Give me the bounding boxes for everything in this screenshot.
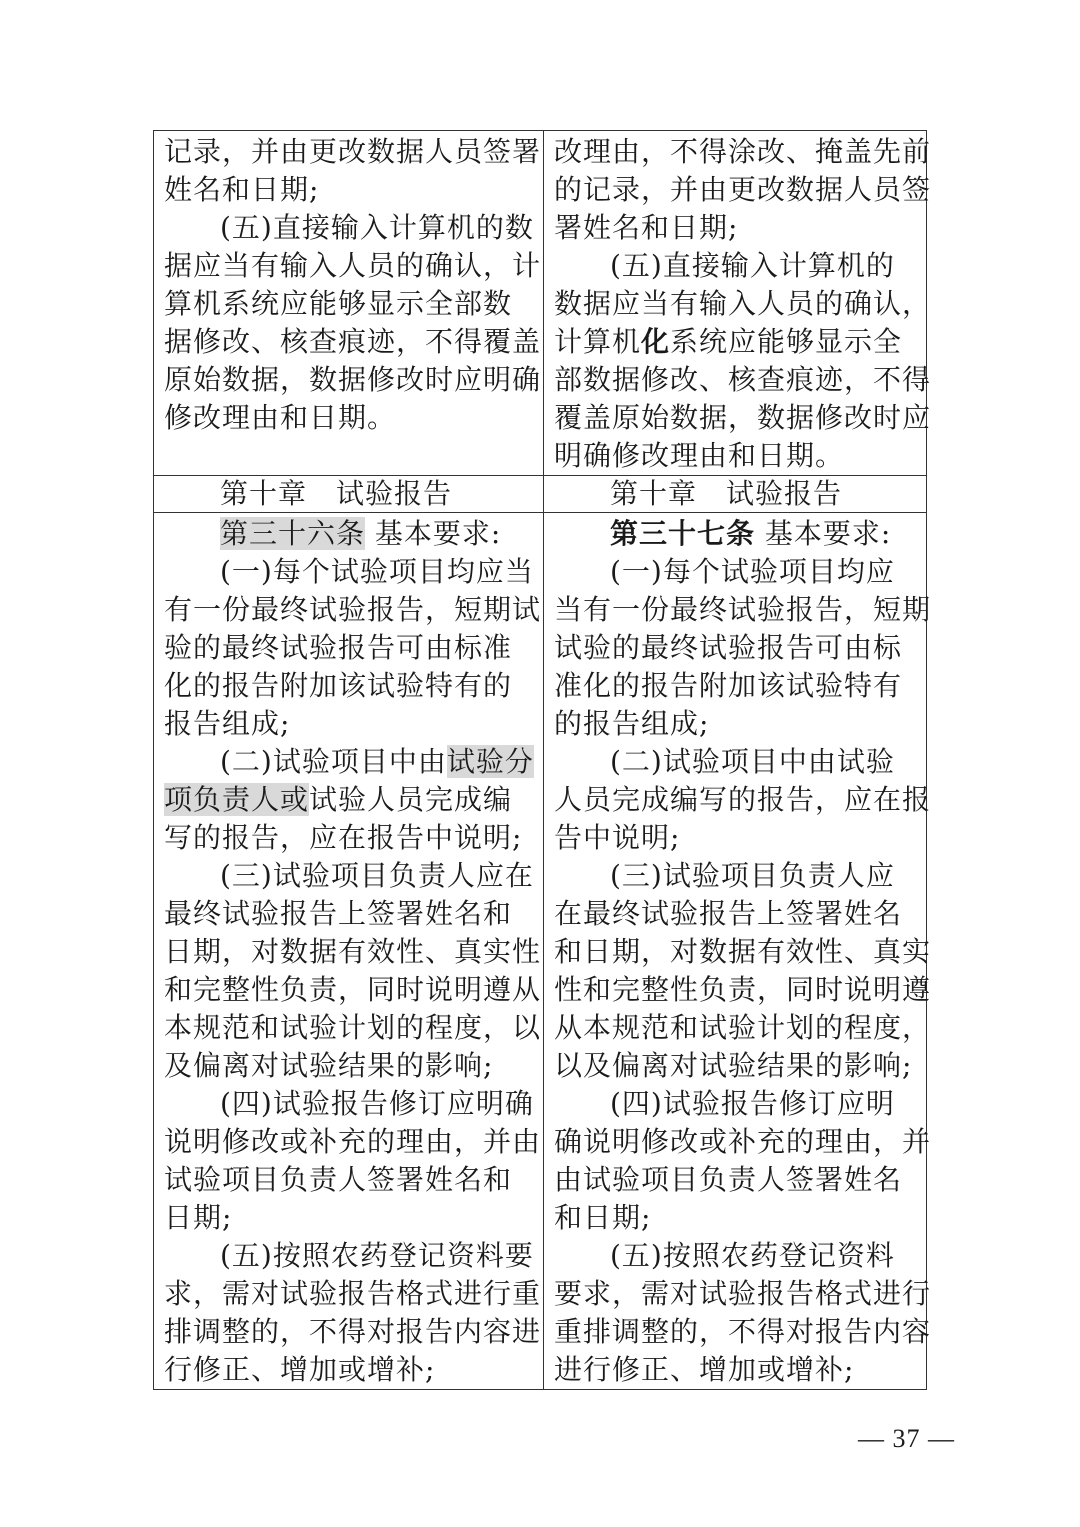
article-subtitle: 基本要求:: [365, 517, 502, 550]
text-line: 化的报告附加该试验特有的: [164, 669, 513, 702]
text-line: 试验的最终试验报告可由标: [554, 631, 903, 664]
text-line: 算机系统应能够显示全部数: [164, 287, 513, 320]
article-heading: [164, 515, 533, 553]
text-line: 改理由，不得涂改、掩盖先前: [554, 135, 932, 168]
text-line: 进行修正、增加或增补;: [554, 1353, 855, 1386]
text-line: 最终试验报告上签署姓名和: [164, 897, 513, 930]
table-row: [154, 476, 927, 513]
text-line: 据修改、核查痕迹，不得覆盖: [164, 325, 542, 358]
chapter-title: 第十章 试验报告: [610, 477, 843, 510]
text-line: 和完整性负责，同时说明遵从: [164, 973, 542, 1006]
text-line: 和日期，对数据有效性、真实: [554, 935, 932, 968]
text-line: (四)试验报告修订应明: [610, 1087, 895, 1120]
text-line: 排调整的，不得对报告内容进: [164, 1315, 542, 1348]
text-line: 当有一份最终试验报告，短期: [554, 593, 932, 626]
text-line: 署姓名和日期;: [554, 211, 739, 244]
text-line: (五)按照农药登记资料要: [220, 1239, 534, 1272]
text-line: (三)试验项目负责人应: [610, 859, 895, 892]
article-heading: [554, 515, 916, 553]
text-line: (五)直接输入计算机的: [610, 249, 895, 282]
text-line: 以及偏离对试验结果的影响;: [554, 1049, 913, 1082]
text-line: 确说明修改或补充的理由，并: [554, 1125, 932, 1158]
text-line: 明确修改理由和日期。: [554, 439, 845, 472]
bold-article-number: 第三十七条: [610, 517, 756, 550]
text-line: (一)每个试验项目均应: [610, 555, 895, 588]
text-line: 记录，并由更改数据人员签署: [164, 135, 542, 168]
highlighted-article-number: 第三十六条: [220, 517, 366, 550]
text-line: 据应当有输入人员的确认，计: [164, 249, 542, 282]
text-line: 性和完整性负责，同时说明遵: [554, 973, 932, 1006]
comparison-table: [153, 130, 932, 1390]
article-subtitle: 基本要求:: [755, 517, 892, 550]
text-line: (五)按照农药登记资料: [610, 1239, 895, 1272]
page-number: — 37 —: [858, 1424, 955, 1453]
left-cell-article: [154, 513, 544, 1390]
text-line: 原始数据，数据修改时应明确: [164, 363, 542, 396]
text-line: 数据应当有输入人员的确认，: [554, 287, 932, 320]
text-line: 从本规范和试验计划的程度，: [554, 1011, 932, 1044]
text-line: 重排调整的，不得对报告内容: [554, 1315, 932, 1348]
text-line: 报告组成;: [164, 707, 291, 740]
text-line: 由试验项目负责人签署姓名: [554, 1163, 903, 1196]
text-line: 人员完成编写的报告，应在报: [554, 783, 932, 816]
text-fragment: 试验人员完成编: [309, 783, 513, 816]
text-line: 求，需对试验报告格式进行重: [164, 1277, 542, 1310]
text-line: 要求，需对试验报告格式进行: [554, 1277, 932, 1310]
text-line: 试验项目负责人签署姓名和: [164, 1163, 513, 1196]
text-line: 日期;: [164, 1201, 233, 1234]
text-line: 和日期;: [554, 1201, 652, 1234]
text-line: 写的报告，应在报告中说明;: [164, 821, 523, 854]
text-fragment: 计算机: [554, 325, 642, 358]
highlighted-text: 项负责人或: [164, 783, 310, 816]
text-line: 的记录，并由更改数据人员签: [554, 173, 932, 206]
text-line: 姓名和日期;: [164, 173, 320, 206]
table-row: [154, 131, 927, 476]
text-line: [164, 743, 533, 781]
chapter-heading-right: [544, 476, 927, 513]
text-line: 在最终试验报告上签署姓名: [554, 897, 903, 930]
text-line: 本规范和试验计划的程度，以: [164, 1011, 542, 1044]
text-line: (五)直接输入计算机的数: [220, 211, 534, 244]
highlighted-text: 试验分: [446, 745, 534, 778]
text-line: 部数据修改、核查痕迹，不得: [554, 363, 932, 396]
text-line: 覆盖原始数据，数据修改时应: [554, 401, 932, 434]
text-line: (二)试验项目中由试验: [610, 745, 895, 778]
chapter-title: 第十章 试验报告: [220, 477, 453, 510]
text-line: 准化的报告附加该试验特有: [554, 669, 903, 702]
text-line: 行修正、增加或增补;: [164, 1353, 436, 1386]
text-line: 修改理由和日期。: [164, 401, 397, 434]
text-line: 有一份最终试验报告，短期试: [164, 593, 542, 626]
text-line: (三)试验项目负责人应在: [220, 859, 534, 892]
chapter-heading-left: [154, 476, 544, 513]
right-cell-article: [544, 513, 932, 1390]
text-line: [164, 781, 533, 819]
text-line: (一)每个试验项目均应当: [220, 555, 534, 588]
text-line: 日期，对数据有效性、真实性: [164, 935, 542, 968]
text-line: 告中说明;: [554, 821, 681, 854]
emphasized-text: 化: [641, 325, 671, 358]
text-line: 说明修改或补充的理由，并由: [164, 1125, 542, 1158]
text-line: 验的最终试验报告可由标准: [164, 631, 513, 664]
text-line: 及偏离对试验结果的影响;: [164, 1049, 494, 1082]
left-cell-continuation: [154, 131, 544, 476]
table-row: [154, 513, 927, 1390]
text-fragment: 系统应能够显示全: [670, 325, 903, 358]
text-line: (四)试验报告修订应明确: [220, 1087, 534, 1120]
right-cell-continuation: [544, 131, 932, 476]
text-line: [554, 323, 916, 361]
text-fragment: (二)试验项目中由: [220, 745, 447, 778]
text-line: 的报告组成;: [554, 707, 710, 740]
